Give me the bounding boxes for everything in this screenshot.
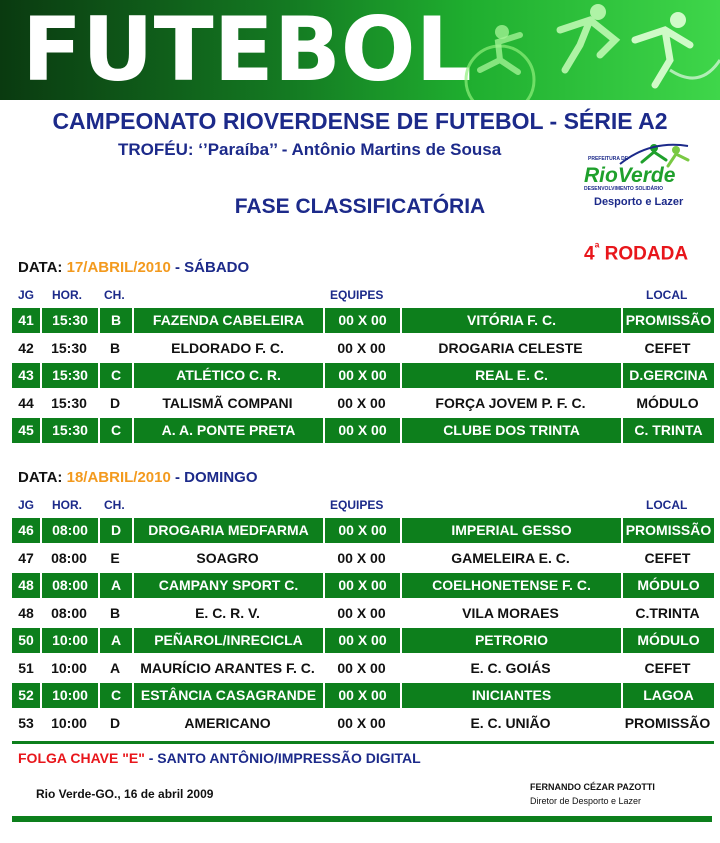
date-label: DATA: [18,259,67,276]
cell-local: MÓDULO [636,394,699,411]
cell-away: E. C. GOIÁS [470,659,551,676]
trophy-subtitle: TROFÉU: ‘’Paraíba’’ - Antônio Martins de Sousa [118,140,502,159]
cell-away: DROGARIA CELESTE [438,339,583,356]
cell-ch: D [109,714,121,731]
table-row [12,518,714,543]
table-row [12,363,714,388]
day1-date-line [18,259,249,276]
cell-away: E. C. UNIÃO [470,714,551,731]
futebol-banner [0,0,720,100]
cell-hor: 15:30 [40,308,98,333]
cell-ch: C [98,418,132,443]
cell-local: CEFET [644,549,691,566]
round-suffix: ª [594,240,600,255]
cell-hor: 08:00 [40,573,98,598]
cell-away: COELHONETENSE F. C. [400,573,621,598]
cell-jg: 48 [18,604,34,621]
round-number: 4 [584,243,595,265]
table-row [12,308,714,333]
cell-ch: E [110,549,120,566]
cell-jg: 44 [18,394,34,411]
cell-jg: 45 [18,422,34,438]
cell-hor: 08:00 [51,549,87,566]
day1-column-header [0,288,720,304]
players-silhouette-icon [440,0,720,100]
col-hor: HOR. [52,498,82,512]
col-local: LOCAL [646,288,688,302]
cell-home: PEÑAROL/INRECICLA [132,628,323,653]
cell-hor: 10:00 [51,714,87,731]
cell-score: 00 X 00 [337,549,386,566]
cell-away: REAL E. C. [400,363,621,388]
cell-home: ESTÂNCIA CASAGRANDE [132,683,323,708]
city-date: Rio Verde-GO., 16 de abril 2009 [36,787,214,801]
cell-score: 00 X 00 [323,628,400,653]
cell-ch: B [109,339,121,356]
table-row [12,418,714,443]
cell-ch: A [109,659,121,676]
cell-local: C.TRINTA [635,604,700,621]
cell-hor: 15:30 [51,339,87,356]
cell-score: 00 X 00 [337,714,386,731]
cell-home: E. C. R. V. [195,604,260,621]
cell-ch: A [98,628,132,653]
date-value: 17/ABRIL/2010 [66,259,171,276]
col-ch: CH. [104,498,125,512]
cell-away: INICIANTES [400,683,621,708]
table-row [12,656,714,681]
cell-local: D.GERCINA [621,363,714,388]
cell-home: FAZENDA CABELEIRA [132,308,323,333]
cell-hor: 15:30 [40,363,98,388]
cell-score: 00 X 00 [337,339,386,356]
cell-away: VITÓRIA F. C. [400,308,621,333]
col-hor: HOR. [52,288,82,302]
cell-hor: 15:30 [51,394,87,411]
cell-score: 00 X 00 [323,683,400,708]
table-row [12,546,714,571]
cell-jg: 50 [18,632,34,648]
cell-local: CEFET [644,339,691,356]
cell-hor: 10:00 [51,659,87,676]
cell-jg: 43 [18,367,34,383]
cell-score: 00 X 00 [337,659,386,676]
cell-local: PROMISSÃO [624,714,711,731]
cell-home: AMERICANO [184,714,271,731]
championship-title: CAMPEONATO RIOVERDENSE DE FUTEBOL - SÉRIE A2 [52,108,668,134]
cell-jg: 51 [18,659,34,676]
cell-home: A. A. PONTE PRETA [132,418,323,443]
cell-hor: 10:00 [40,628,98,653]
cell-local: C. TRINTA [621,418,714,443]
cell-local: PROMISSÃO [621,308,714,333]
cell-hor: 08:00 [51,604,87,621]
logo-department: Desporto e Lazer [594,196,684,208]
round-label [584,240,688,265]
cell-jg: 46 [18,522,34,538]
cell-jg: 42 [18,339,34,356]
table-row [12,573,714,598]
table-row [12,601,714,626]
col-teams: EQUIPES [330,288,384,302]
table-row [12,683,714,708]
table-row [12,336,714,361]
cell-home: MAURÍCIO ARANTES F. C. [140,659,315,676]
folga-line [18,750,421,766]
cell-home: ATLÉTICO C. R. [132,363,323,388]
cell-score: 00 X 00 [337,394,386,411]
cell-hor: 08:00 [40,518,98,543]
cell-ch: B [109,604,121,621]
col-jg: JG [18,498,35,512]
cell-hor: 15:30 [40,418,98,443]
cell-home: TALISMÃ COMPANI [162,394,293,411]
table-row [12,628,714,653]
cell-ch: C [98,683,132,708]
signatory-name: FERNANDO CÉZAR PAZOTTI [530,782,655,792]
cell-away: IMPERIAL GESSO [400,518,621,543]
cell-score: 00 X 00 [323,418,400,443]
cell-jg: 41 [18,312,34,328]
cell-local: PROMISSÃO [621,518,714,543]
date-value: 18/ABRIL/2010 [66,469,171,486]
table-row [12,391,714,416]
col-local: LOCAL [646,498,688,512]
weekday: - SÁBADO [170,259,250,276]
cell-ch: D [98,518,132,543]
cell-score: 00 X 00 [323,518,400,543]
cell-away: VILA MORAES [462,604,559,621]
cell-score: 00 X 00 [323,308,400,333]
logo-prefeitura: PREFEITURA DE [588,156,629,162]
date-label: DATA: [18,469,67,486]
cell-ch: D [109,394,121,411]
round-text: RODADA [599,243,689,265]
cell-ch: C [98,363,132,388]
logo-name: RioVerde [584,164,676,187]
day2-date-line [18,469,258,486]
banner-title: FUTEBOL [22,0,472,100]
folga-team: - SANTO ANTÔNIO/IMPRESSÃO DIGITAL [144,750,421,766]
cell-jg: 53 [18,714,34,731]
cell-home: ELDORADO F. C. [171,339,284,356]
cell-home: CAMPANY SPORT C. [132,573,323,598]
cell-hor: 10:00 [40,683,98,708]
col-teams: EQUIPES [330,498,384,512]
day2-column-header [0,498,720,514]
cell-away: FORÇA JOVEM P. F. C. [435,394,586,411]
phase-title: FASE CLASSIFICATÓRIA [234,195,486,218]
cell-away: GAMELEIRA E. C. [451,549,570,566]
cell-score: 00 X 00 [323,363,400,388]
footer-divider [12,816,712,822]
cell-score: 00 X 00 [323,573,400,598]
signatory-role: Diretor de Desporto e Lazer [530,796,642,806]
cell-local: MÓDULO [621,628,714,653]
cell-home: DROGARIA MEDFARMA [132,518,323,543]
cell-score: 00 X 00 [337,604,386,621]
col-ch: CH. [104,288,125,302]
cell-local: CEFET [644,659,691,676]
cell-ch: A [98,573,132,598]
folga-label: FOLGA CHAVE "E" [18,750,145,766]
cell-local: MÓDULO [621,573,714,598]
col-jg: JG [18,288,35,302]
table-row [12,711,714,736]
cell-away: PETRORIO [400,628,621,653]
logo-tagline: DESENVOLVIMENTO SOLIDÁRIO [584,186,663,192]
cell-away: CLUBE DOS TRINTA [400,418,621,443]
cell-jg: 48 [18,577,34,593]
cell-jg: 47 [18,549,34,566]
divider [12,741,714,744]
cell-ch: B [98,308,132,333]
cell-local: LAGOA [621,683,714,708]
cell-home: SOAGRO [196,549,259,566]
weekday: - DOMINGO [170,469,258,486]
cell-jg: 52 [18,687,34,703]
